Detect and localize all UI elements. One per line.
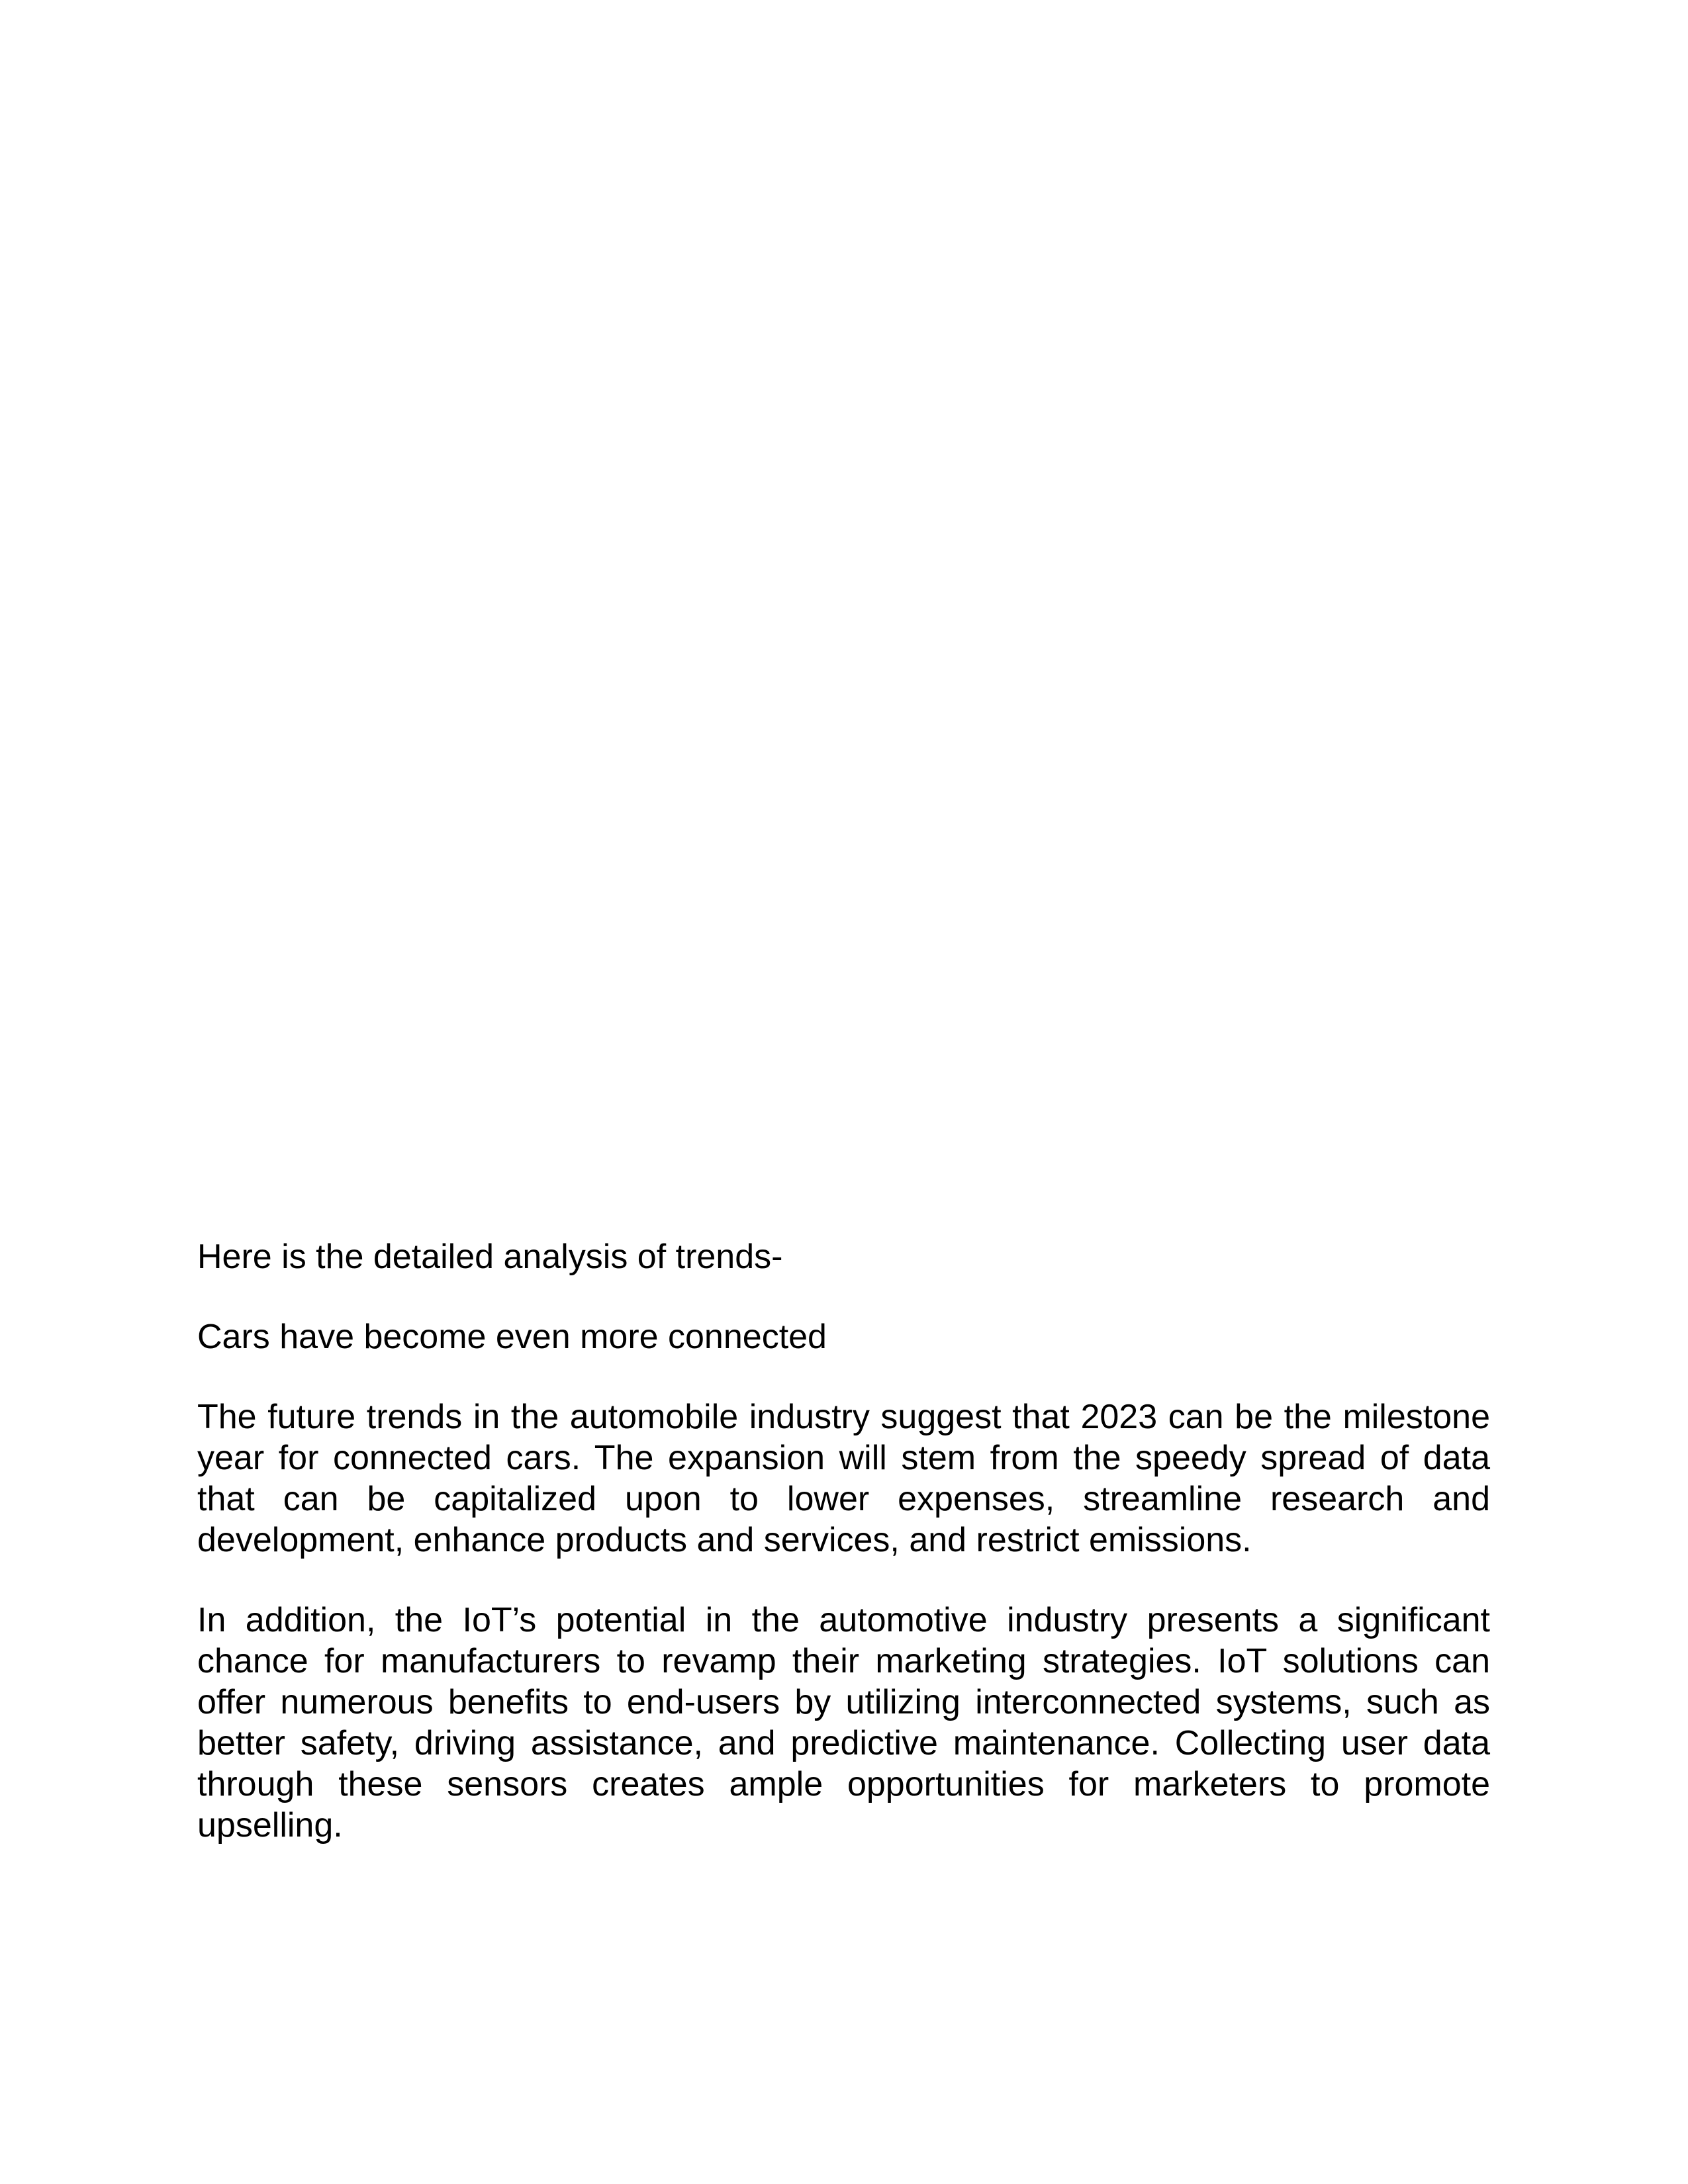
- document-body: [197, 1236, 1490, 1885]
- paragraph-iot: In addition, the IoT’s potential in the automotive industry presents a significant chance for manufacturers to revamp their marketing strategies. IoT solutions can offer numerous benefits to end-users by utilizing interconnected systems, such as better safety, driving assistance, and predictive maintenance. Collecting user data through these sensors creates ample opportunities for marketers to promote upselling.: [197, 1601, 1490, 1844]
- intro-text: Here is the detailed analysis of trends-: [197, 1238, 783, 1276]
- section-heading: Cars have become even more connected: [197, 1318, 827, 1356]
- paragraph-connected-cars: The future trends in the automobile industry suggest that 2023 can be the milestone year for connected cars. The expansion will stem from the speedy spread of data that can be capitalized upon to lower expenses, streamline research and development, enhance products and services, and restrict emissions.: [197, 1398, 1490, 1559]
